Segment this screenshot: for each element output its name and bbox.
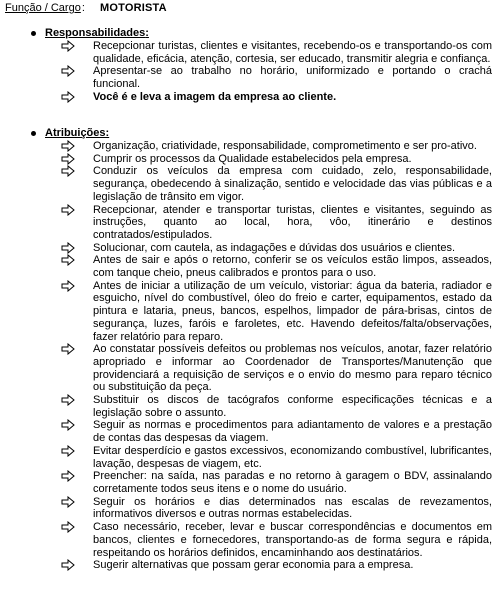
- list-item-text: Você é e leva a imagem da empresa ao cliente.: [93, 90, 337, 103]
- arrow-right-icon: [61, 419, 75, 431]
- list-item: [61, 204, 492, 242]
- role-header: [5, 2, 167, 15]
- arrow-right-icon: [61, 204, 75, 216]
- list-item-text: Organização, criatividade, responsabilidade, comprometimento e ser pro-ativo.: [93, 140, 477, 152]
- list-item: [61, 496, 492, 521]
- list-item-text: Ao constatar possíveis defeitos ou problemas nos veículos, anotar, fazer relatório apropriado e informar ao Coordenador de Transportes/Manutenção que providenciará a requisição de serviços e o envio do mesmo para reparo técnico ou substituição da peça.: [93, 343, 492, 394]
- responsabilidades-section: [30, 27, 492, 104]
- arrow-right-icon: [61, 153, 75, 165]
- list-item-text: Sugerir alternativas que possam gerar economia para a empresa.: [93, 559, 414, 572]
- arrow-right-icon: [61, 65, 75, 77]
- arrow-right-icon: [61, 445, 75, 457]
- responsabilidades-title: Responsabilidades: [45, 27, 146, 39]
- arrow-right-icon: [61, 470, 75, 482]
- arrow-right-icon: [61, 254, 75, 266]
- arrow-right-icon: [61, 521, 75, 533]
- arrow-right-icon: [61, 140, 75, 152]
- list-item-text: Recepcionar, atender e transportar turistas, clientes e visitantes, seguindo as instruções, quanto ao local, hora, vôo, itinerário e destinos contratados/estipulados.: [93, 203, 492, 241]
- section-title: [30, 27, 492, 40]
- role-value: MOTORISTA: [100, 2, 167, 14]
- list-item: [61, 445, 492, 470]
- list-item-text: Solucionar, com cautela, as indagações e dúvidas dos usuários e clientes.: [93, 241, 455, 254]
- bullet-dot-icon: [31, 31, 36, 36]
- list-item: [61, 140, 492, 153]
- list-item: [61, 343, 492, 394]
- responsabilidades-colon: :: [145, 27, 149, 39]
- role-label: Função / Cargo: [5, 2, 81, 14]
- arrow-right-icon: [61, 280, 75, 292]
- list-item: [61, 394, 492, 419]
- list-item: [61, 254, 492, 279]
- list-item: [61, 559, 492, 572]
- list-item-text: Antes de sair e após o retorno, conferir se os veículos estão limpos, asseados, com tanque cheio, pneus calibrados e prontos para o uso.: [93, 254, 492, 280]
- atribuicoes-colon: :: [105, 127, 110, 139]
- arrow-right-icon: [61, 165, 75, 177]
- atribuicoes-title: Atribuições: [45, 127, 106, 139]
- list-item: [61, 91, 492, 104]
- arrow-right-icon: [61, 343, 75, 355]
- arrow-right-icon: [61, 559, 75, 571]
- list-item: [61, 40, 492, 65]
- arrow-right-icon: [61, 91, 75, 103]
- section-title: [30, 127, 492, 140]
- list-item-text: Substituir os discos de tacógrafos conforme especificações técnicas e a legislação sobre o assunto.: [93, 394, 492, 419]
- list-item-text: Recepcionar turistas, clientes e visitantes, recebendo-os e transportando-os com qualidade, eficácia, atenção, cortesia, ser educado, transmitir alegria e confiança.: [93, 40, 492, 65]
- list-item: [61, 521, 492, 559]
- responsabilidades-list: [61, 40, 492, 104]
- list-item: [61, 165, 492, 203]
- list-item-text: Antes de iniciar a utilização de um veículo, vistoriar: água da bateria, radiador e esguicho, nível do combustível, óleo do freio e carter, equipamentos, estado da pintura e lataria, pneus, bancos, espelhos, limpador de pára-brisas, cintos de segurança, luzes, faróis e faroletes, etc. Havendo defeitos/falta/observações, fazer relatório para reparo.: [93, 279, 492, 343]
- list-item-text: Seguir as normas e procedimentos para adiantamento de valores e a prestação de contas das despesas da viagem.: [93, 419, 492, 445]
- list-item-text: Caso necessário, receber, levar e buscar correspondências e documentos em bancos, clientes e fornecedores, transportando-as de forma segura e rápida, respeitando os horários definidos, encaminhando aos destinatários.: [93, 521, 492, 559]
- list-item: [61, 470, 492, 495]
- arrow-right-icon: [61, 496, 75, 508]
- list-item: [61, 280, 492, 344]
- list-item-text: Seguir os horários e dias determinados nas escalas de revezamentos, informativos diversos e outras normas estabelecidas.: [93, 495, 492, 521]
- atribuicoes-section: [30, 127, 492, 572]
- list-item-text: Preencher: na saída, nas paradas e no retorno à garagem o BDV, assinalando corretamente todos seus itens e o nome do usuário.: [93, 470, 492, 495]
- list-item-text: Conduzir os veículos da empresa com cuidado, zelo, responsabilidade, segurança, obedecendo à sinalização, sentido e velocidade das vias públicas e a legislação de trânsito em vigor.: [93, 165, 492, 203]
- list-item: [61, 65, 492, 90]
- arrow-right-icon: [61, 40, 75, 52]
- bullet-dot-icon: [31, 131, 36, 136]
- list-item: [61, 419, 492, 444]
- atribuicoes-list: [61, 140, 492, 572]
- role-colon: :: [81, 2, 85, 14]
- list-item-text: Cumprir os processos da Qualidade estabelecidos pela empresa.: [93, 152, 412, 165]
- arrow-right-icon: [61, 394, 75, 406]
- list-item: [61, 153, 492, 166]
- list-item: [61, 242, 492, 255]
- list-item-text: Apresentar-se ao trabalho no horário, uniformizado e portando o crachá funcional.: [93, 65, 492, 91]
- list-item-text: Evitar desperdício e gastos excessivos, economizando combustível, lubrificantes, lavação, despesas de viagem, etc.: [93, 444, 492, 470]
- arrow-right-icon: [61, 242, 75, 254]
